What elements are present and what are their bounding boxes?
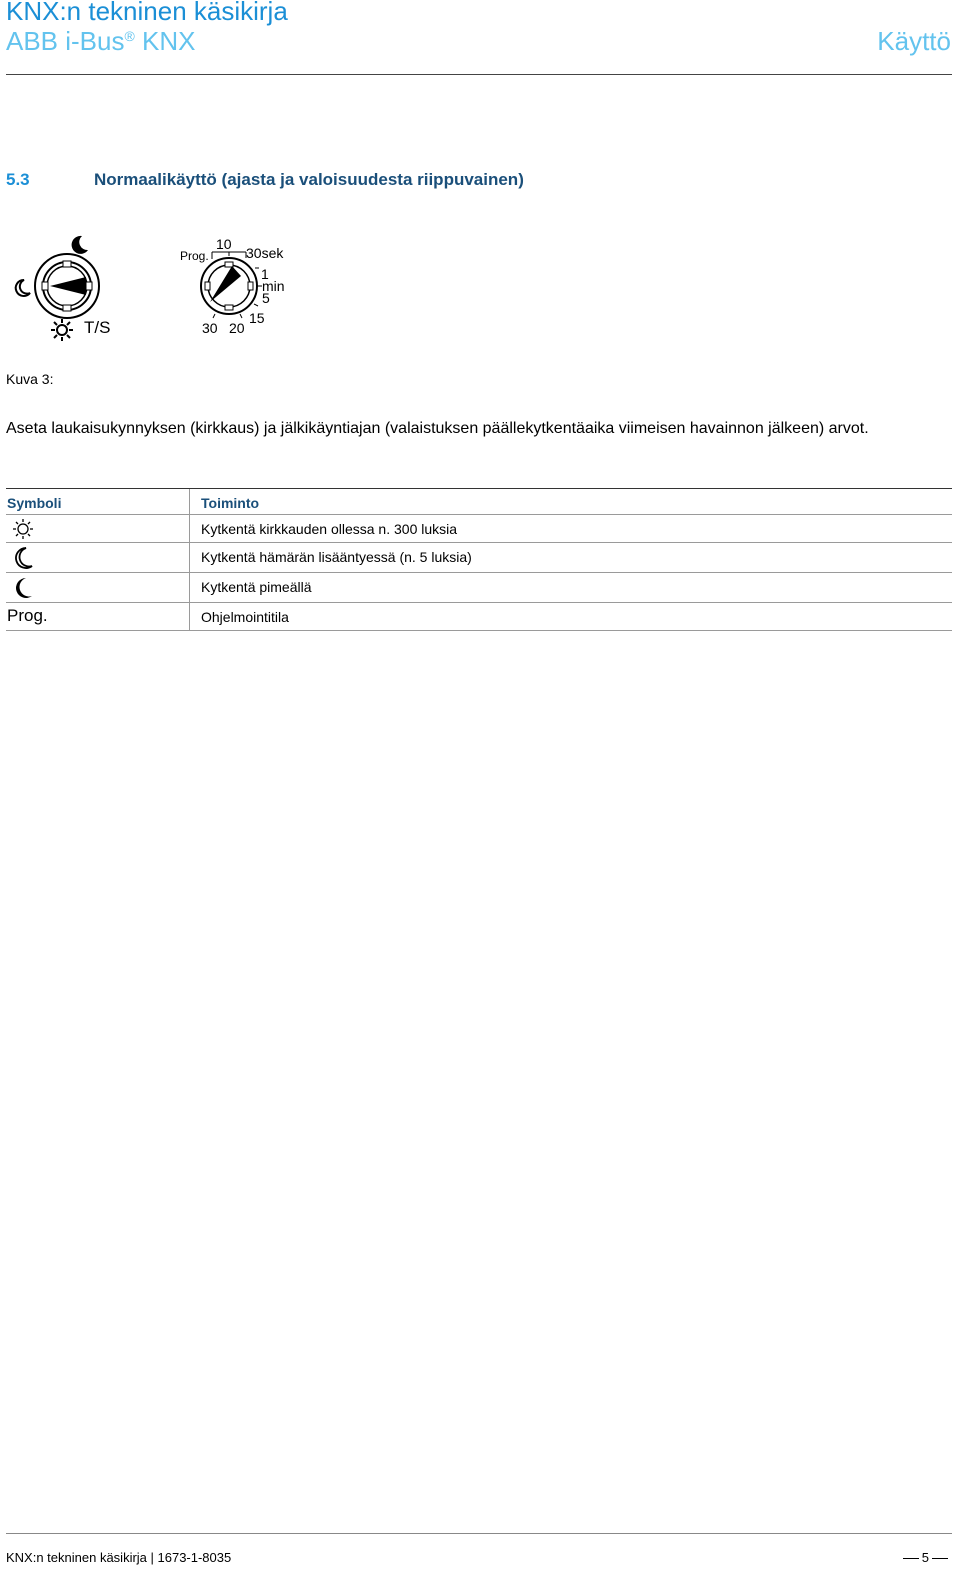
footer-divider <box>6 1533 952 1534</box>
twilight-moon-icon <box>16 280 30 296</box>
table-header-row <box>6 488 952 515</box>
page-number: 5 <box>921 1550 929 1565</box>
table-row <box>6 515 952 543</box>
dash-left <box>903 1558 919 1559</box>
header-symbol-text: Symboli <box>7 495 62 511</box>
symbol-cell <box>6 515 190 542</box>
dash-right <box>932 1558 948 1559</box>
product-name: ABB i-Bus <box>6 26 125 56</box>
table-row <box>6 603 952 631</box>
figure-caption: Kuva 3: <box>6 371 54 387</box>
dial2-label-15: 15 <box>249 310 265 326</box>
function-cell <box>201 515 952 542</box>
function-cell <box>201 543 952 572</box>
symbol-cell <box>6 603 190 630</box>
moon-icon <box>10 576 36 600</box>
header-cell-function <box>201 489 952 514</box>
instruction-paragraph: Aseta laukaisukynnyksen (kirkkaus) ja jälkikäyntiajan (valaistuksen päällekytkentäaika viimeisen havainnon jälkeen) arvot. <box>6 420 869 437</box>
section-number: 5.3 <box>6 170 30 189</box>
chapter-title: Käyttö <box>877 26 951 56</box>
dial1-label: T/S <box>84 318 111 337</box>
function-cell <box>201 603 952 630</box>
function-cell <box>201 573 952 602</box>
dial2-label-min: min <box>262 278 285 294</box>
dial2-label-1: 1 <box>261 266 269 282</box>
function-text: Kytkentä kirkkauden ollessa n. 300 luksia <box>201 521 458 537</box>
document-title: KNX:n tekninen käsikirja <box>6 0 288 26</box>
product-suffix: KNX <box>134 26 196 56</box>
dial2-label-20: 20 <box>229 320 245 336</box>
product-line <box>6 26 196 57</box>
function-text: Ohjelmointitila <box>201 609 289 625</box>
footer-page-number <box>900 1550 951 1565</box>
function-text: Kytkentä pimeällä <box>201 579 312 595</box>
sun-icon <box>51 319 73 341</box>
symbol-cell <box>6 543 190 572</box>
twilight-moon-icon <box>10 546 36 570</box>
section-title: Normaalikäyttö (ajasta ja valoisuudesta riippuvainen) <box>94 170 524 189</box>
header-cell-symbol <box>6 489 190 514</box>
dial2-label-30sek: 30sek <box>246 245 284 261</box>
dial2-label-30: 30 <box>202 320 218 336</box>
prog-symbol-text: Prog. <box>7 606 48 625</box>
time-dial <box>201 252 262 318</box>
table-row <box>6 543 952 573</box>
header-divider <box>6 74 952 75</box>
symbol-cell <box>6 573 190 602</box>
header-function-text: Toiminto <box>201 495 260 511</box>
table-row <box>6 573 952 603</box>
dials-figure <box>0 222 320 352</box>
symbol-table <box>6 488 952 631</box>
dial2-prog-label: Prog. <box>180 249 209 263</box>
moon-icon <box>72 236 88 254</box>
brightness-dial <box>35 254 99 318</box>
dial2-label-5: 5 <box>262 290 270 306</box>
sun-icon <box>10 518 36 540</box>
function-text: Kytkentä hämärän lisääntyessä (n. 5 luksia) <box>201 549 472 565</box>
dial2-label-10: 10 <box>216 236 232 252</box>
footer-document-ref: KNX:n tekninen käsikirja | 1673-1-8035 <box>6 1550 232 1565</box>
registered-mark: ® <box>124 28 135 44</box>
